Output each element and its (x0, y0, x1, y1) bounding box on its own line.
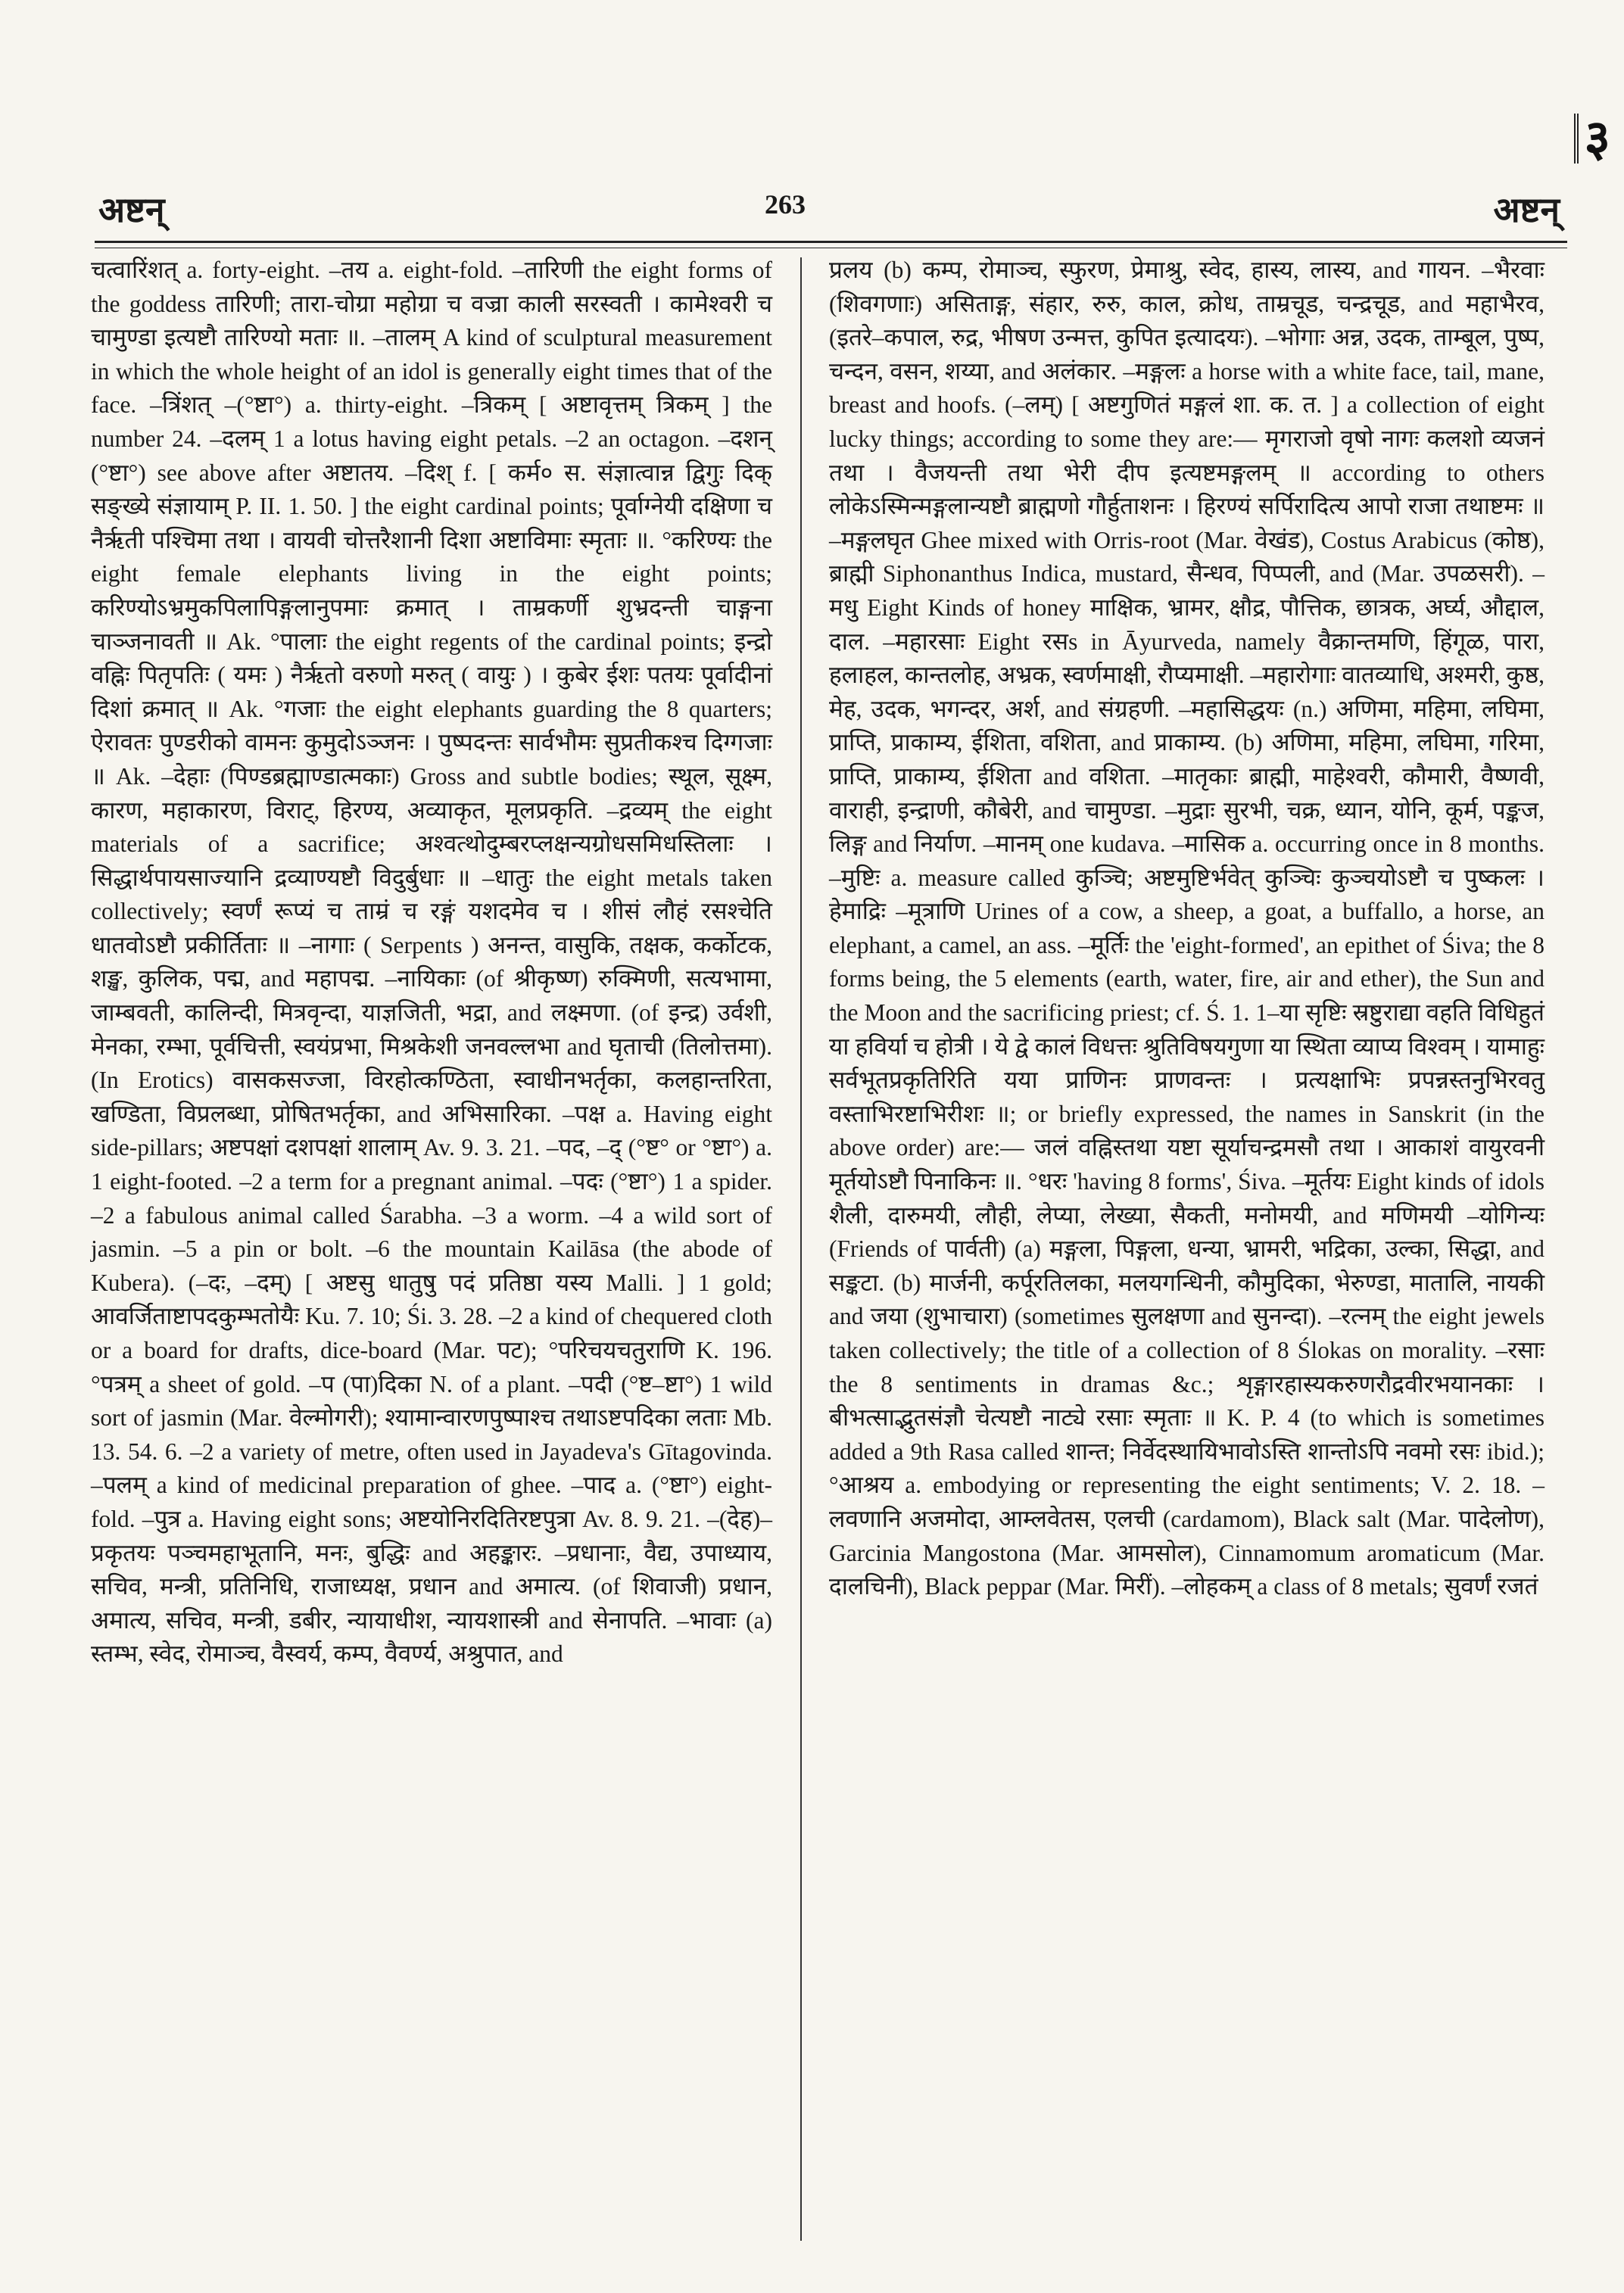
right-running-headword: अष्टन् (1493, 189, 1560, 230)
right-column (829, 254, 1545, 1604)
header-rule (95, 241, 1567, 248)
right-column-text: प्रलय (b) कम्प, रोमाञ्च, स्फुरण, प्रेमाश्रु, स्वेद, हास्य, लास्य, and गायन. –भैरवाः (शिवगणाः) असिताङ्ग, संहार, रुरु, काल, क्रोध, ताम्रचूड, चन्द्रचूड, and महाभैरव, (इतरे–कपाल, रुद्र, भीषण उन्मत्त, कुपित इत्यादयः). –भोगाः अन्न, उदक, ताम्बूल, पुष्प, चन्दन, वसन, शय्या, and अलंकार. –मङ्गलः a horse with a white face, tail, mane, breast and hoofs. (–लम्) [ अष्टगुणितं मङ्गलं शा. क. त. ] a collection of eight lucky things; according to some they are:— मृगराजो वृषो नागः कलशो व्यजनं तथा । वैजयन्ती तथा भेरी दीप इत्यष्टमङ्गलम् ॥ according to others लोकेऽस्मिन्मङ्गलान्यष्टौ ब्राह्मणो गौर्हुताशनः । हिरण्यं सर्पिरादित्य आपो राजा तथाष्टमः ॥ –मङ्गलघृत Ghee mixed with Orris-root (Mar. वेखंड), Costus Arabicus (कोष्ठ), ब्राह्मी Siphonanthus Indica, mustard, सैन्धव, पिप्पली, and (Mar. उपळसरी). –मधु Eight Kinds of honey माक्षिक, भ्रामर, क्षौद्र, पौत्तिक, छात्रक, अर्घ्य, औद्दाल, दाल. –महारसाः Eight रसs in Āyurveda, namely वैक्रान्तमणि, हिंगूळ, पारा, हलाहल, कान्तलोह, अभ्रक, स्वर्णमाक्षी, रौप्यमाक्षी. –महारोगाः वातव्याधि, अश्मरी, कुष्ठ, मेह, उदक, भगन्दर, अर्श, and संग्रहणी. –महासिद्धयः (n.) अणिमा, महिमा, लघिमा, प्राप्ति, प्राकाम्य, ईशिता, वशिता, and प्राकाम्य. (b) अणिमा, महिमा, लघिमा, गरिमा, प्राप्ति, प्राकाम्य, ईशिता and वशिता. –मातृकाः ब्राह्मी, माहेश्वरी, कौमारी, वैष्णवी, वाराही, इन्द्राणी, कौबेरी, and चामुण्डा. –मुद्राः सुरभी, चक्र, ध्यान, योनि, कूर्म, पङ्कज, लिङ्ग and निर्याण. –मानम् one kudava. –मासिक a. occurring once in 8 months. –मुष्टिः a. measure called कुञ्चि; अष्टमुष्टिर्भवेत् कुञ्चिः कुञ्चयोऽष्टौ च पुष्कलः । हेमाद्रिः –मूत्राणि Urines of a cow, a sheep, a goat, a buffallo, a horse, an elephant, a camel, an ass. –मूर्तिः the 'eight-formed', an epithet of Śiva; the 8 forms being, the 5 elements (earth, water, fire, air and ether), the Sun and the Moon and the sacrificing priest; cf. Ś. 1. 1–या सृष्टिः स्रष्टुराद्या वहति विधिहुतं या हविर्या च होत्री । ये द्वे कालं विधत्तः श्रुतिविषयगुणा या स्थिता व्याप्य विश्वम् । यामाहुः सर्वभूतप्रकृतिरिति यया प्राणिनः प्राणवन्तः । प्रत्यक्षाभिः प्रपन्नस्तनुभिरवतु वस्ताभिरष्टाभिरीशः ॥; or briefly expressed, the names in Sanskrit (in the above order) are:— जलं वह्निस्तथा यष्टा सूर्याचन्द्रमसौ तथा । आकाशं वायुरवनी मूर्तयोऽष्टौ पिनाकिनः ॥. °धरः 'having 8 forms', Śiva. –मूर्तयः Eight kinds of idols शैली, दारुमयी, लौही, लेप्या, लेख्या, सैकती, मनोमयी, and मणिमयी –योगिन्यः (Friends of पार्वती) (a) मङ्गला, पिङ्गला, धन्या, भ्रामरी, भद्रिका, उल्का, सिद्धा, and सङ्कटा. (b) मार्जनी, कर्पूरतिलका, मलयगन्धिनी, कौमुदिका, भेरुण्डा, मातालि, नायकी and जया (शुभाचारा) (sometimes सुलक्षणा and सुनन्दा). –रत्नम् the eight jewels taken collectively; the title of a collection of 8 Ślokas on morality. –रसाः the 8 sentiments in dramas &c.; शृङ्गारहास्यकरुणरौद्रवीरभयानकाः । बीभत्साद्भुतसंज्ञौ चेत्यष्टौ नाट्ये रसाः स्मृताः ॥ K. P. 4 (to which is sometimes added a 9th Rasa called शान्त; निर्वेदस्थायिभावोऽस्ति शान्तोऽपि नवमो रसः ibid.); °आश्रय a. embodying or representing the eight sentiments; V. 2. 18. –लवणानि अजमोदा, आम्लवेतस, एलची (cardamom), Black salt (Mar. पादेलोण), Garcinia Mangostona (Mar. आमसोल), Cinnamomum aromaticum (Mar. दालचिनी), Black peppar (Mar. मिरीं). –लोहकम् a class of 8 metals; सुवर्णं रजतं (829, 257, 1545, 1600)
corner-page-mark: ३ (1574, 114, 1610, 164)
left-column-text: चत्वारिंशत् a. forty-eight. –तय a. eight-fold. –तारिणी the eight forms of the goddess तारिणी; तारा-चोग्रा महोग्रा च वज्रा काली सरस्वती । कामेश्वरी च चामुण्डा इत्यष्टौ तारिण्यो मताः ॥. –तालम् A kind of sculptural measurement in which the whole height of an idol is generally eight times that of the face. –त्रिंशत् –(°ष्टा°) a. thirty-eight. –त्रिकम् [ अष्टावृत्तम् त्रिकम् ] the number 24. –दलम् 1 a lotus having eight petals. –2 an octagon. –दशन् (°ष्टा°) see above after अष्टातय. –दिश् f. [ कर्म० स. संज्ञात्वान्न द्विगुः दिक् सङ्ख्ये संज्ञायाम् P. II. 1. 50. ] the eight cardinal points; पूर्वाग्नेयी दक्षिणा च नैर्ऋती पश्चिमा तथा । वायवी चोत्तरैशानी दिशा अष्टाविमाः स्मृताः ॥. °करिण्यः the eight female elephants living in the eight points; करिण्योऽभ्रमुकपिलापिङ्गलानुपमाः क्रमात् । ताम्रकर्णी शुभ्रदन्ती चाङ्गना चाञ्जनावती ॥ Ak. °पालाः the eight regents of the cardinal points; इन्द्रो वह्निः पितृपतिः ( यमः ) नैर्ऋतो वरुणो मरुत् ( वायुः ) । कुबेर ईशः पतयः पूर्वादीनां दिशां क्रमात् ॥ Ak. °गजाः the eight elephants guarding the 8 quarters; ऐरावतः पुण्डरीको वामनः कुमुदोऽञ्जनः । पुष्पदन्तः सार्वभौमः सुप्रतीकश्च दिग्गजाः ॥ Ak. –देहाः (पिण्डब्रह्माण्डात्मकाः) Gross and subtle bodies; स्थूल, सूक्ष्म, कारण, महाकारण, विराट्, हिरण्य, अव्याकृत, मूलप्रकृति. –द्रव्यम् the eight materials of a sacrifice; अश्वत्थोदुम्बरप्लक्षन्यग्रोधसमिधस्तिलाः । सिद्धार्थपायसाज्यानि द्रव्याण्यष्टौ विदुर्बुधाः ॥ –धातुः the eight metals taken collectively; स्वर्णं रूप्यं च ताम्रं च रङ्गं यशदमेव च । शीसं लौहं रसश्चेति धातवोऽष्टौ प्रकीर्तिताः ॥ –नागाः ( Serpents ) अनन्त, वासुकि, तक्षक, कर्कोटक, शङ्ख, कुलिक, पद्म, and महापद्म. –नायिकाः (of श्रीकृष्ण) रुक्मिणी, सत्यभामा, जाम्बवती, कालिन्दी, मित्रवृन्दा, याज्ञजिती, भद्रा, and लक्ष्मणा. (of इन्द्र) उर्वशी, मेनका, रम्भा, पूर्वचित्ती, स्वयंप्रभा, मिश्रकेशी जनवल्लभा and घृताची (तिलोत्तमा). (In Erotics) वासकसज्जा, विरहोत्कण्ठिता, स्वाधीनभर्तृका, कलहान्तरिता, खण्डिता, विप्रलब्धा, प्रोषितभर्तृका, and अभिसारिका. –पक्ष a. Having eight side-pillars; अष्टपक्षां दशपक्षां शालाम् Av. 9. 3. 21. –पद, –द् (°ष्ट° or °ष्टा°) a. 1 eight-footed. –2 a term for a pregnant animal. –पदः (°ष्टा°) 1 a spider. –2 a fabulous animal called Śarabha. –3 a worm. –4 a wild sort of jasmin. –5 a pin or bolt. –6 the mountain Kailāsa (the abode of Kubera). (–दः, –दम्) [ अष्टसु धातुषु पदं प्रतिष्ठा यस्य Malli. ] 1 gold; आवर्जिताष्टापदकुम्भतोयैः Ku. 7. 10; Śi. 3. 28. –2 a kind of chequered cloth or a board for drafts, dice-board (Mar. पट); °परिचयचतुराणि K. 196. °पत्रम् a sheet of gold. –प (पा)दिका N. of a plant. –पदी (°ष्ट–ष्टा°) 1 wild sort of jasmin (Mar. वेल्मोगरी); श्यामान्वारणपुष्पाश्च तथाऽष्टपदिका लताः Mb. 13. 54. 6. –2 a variety of metre, often used in Jayadeva's Gītagovinda. –पलम् a kind of medicinal preparation of ghee. –पाद a. (°ष्टा°) eight-fold. –पुत्र a. Having eight sons; अष्टयोनिरदितिरष्टपुत्रा Av. 8. 9. 21. –(देह)–प्रकृतयः पञ्चमहाभूतानि, मनः, बुद्धिः and अहङ्कारः. –प्रधानाः, वैद्य, उपाध्याय, सचिव, मन्त्री, प्रतिनिधि, राजाध्यक्ष, प्रधान and अमात्य. (of शिवाजी) प्रधान, अमात्य, सचिव, मन्त्री, डबीर, न्यायाधीश, न्यायशास्त्री and सेनापति. –भावाः (a) स्तम्भ, स्वेद, रोमाञ्च, वैस्वर्य, कम्प, वैवर्ण्य, अश्रुपात, and (91, 257, 772, 1668)
page-number: 263 (765, 189, 806, 220)
page-header (98, 185, 1560, 246)
left-column (91, 254, 772, 1671)
column-divider (800, 257, 802, 2241)
left-running-headword: अष्टन् (98, 189, 165, 230)
